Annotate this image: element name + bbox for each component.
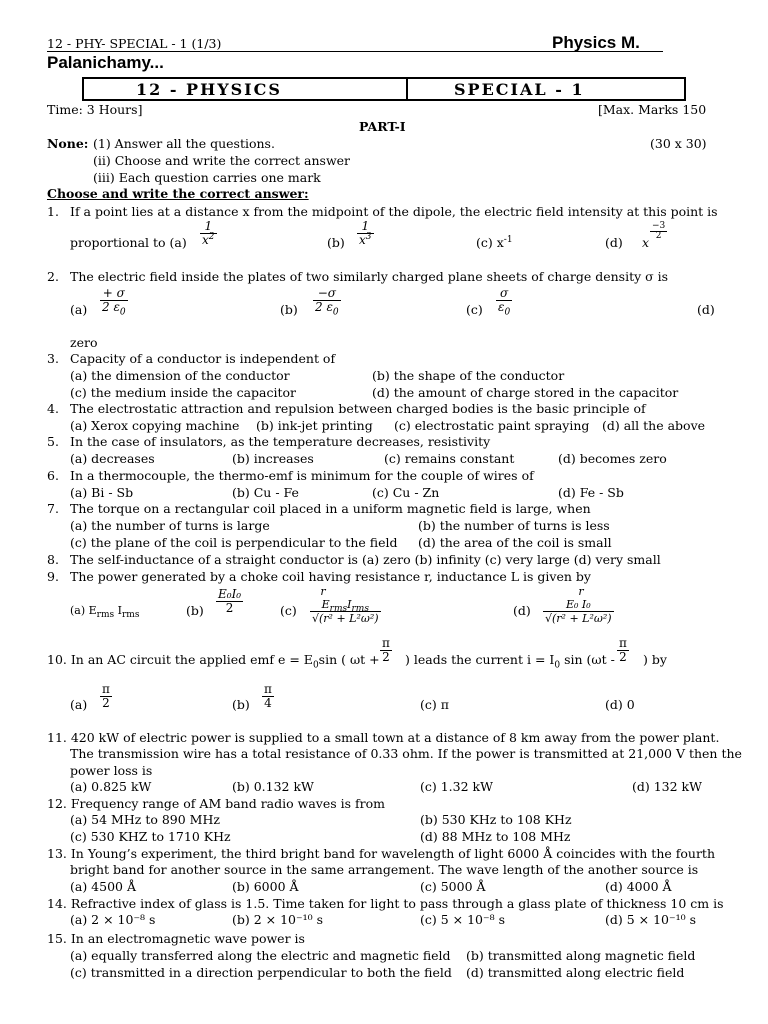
q6-option-b: (b) Cu - Fe: [232, 485, 299, 500]
q2-option-b-fraction: $\frac{-\sigma}{2 \varepsilon_0}$: [315, 286, 339, 318]
note-marks: (30 x 30): [650, 136, 707, 151]
q3-option-b: (b) the shape of the conductor: [372, 368, 565, 383]
q4-text: The electrostatic attraction and repulsion between charged bodies is the basic principle of: [70, 401, 646, 416]
q15-option-d: (d) transmitted along electric field: [466, 965, 685, 980]
q13-text-line-1: 13. In Young’s experiment, the third bright band for wavelength of light 6000 Å coincides with the fourth: [47, 846, 715, 861]
q9-option-d-label: (d): [513, 603, 531, 618]
q10-phase-fraction-2: $\frac{\pi}{2}$: [619, 636, 627, 664]
q3-text: Capacity of a conductor is independent of: [70, 351, 336, 366]
q1-option-b-fraction: $\frac{1}{x^3}$: [359, 219, 372, 247]
note-label: None:: [47, 136, 89, 151]
q9-number: 9.: [47, 569, 59, 584]
q1-stem: proportional to (a): [70, 235, 187, 250]
q9-option-c-fraction: r $E_{rms}I_{rms}$ √(r² + L²ω²): [312, 585, 379, 625]
q2-text: The electric field inside the plates of two similarly charged plane sheets of charge density σ is: [70, 269, 669, 284]
q4-option-b: (b) ink-jet printing: [256, 418, 373, 433]
header-rule: [47, 51, 663, 52]
q13-option-b: (b) 6000 Å: [232, 879, 299, 894]
q7-option-c: (c) the plane of the coil is perpendicular to the field: [70, 535, 398, 550]
q5-option-b: (b) increases: [232, 451, 314, 466]
q12-option-b: (b) 530 KHz to 108 KHz: [420, 812, 572, 827]
q1-option-d-exponent: $\frac{-3}{2}$: [652, 221, 666, 241]
q11-option-c: (c) 1.32 kW: [420, 779, 493, 794]
q13-option-c: (c) 5000 Å: [420, 879, 486, 894]
q4-option-c: (c) electrostatic paint spraying: [394, 418, 590, 433]
q15-option-c: (c) transmitted in a direction perpendicular to both the field: [70, 965, 452, 980]
q10-text: 10. In an AC circuit the applied emf $e = E_0\sin$ ( ωt +: [47, 652, 380, 671]
q7-text: The torque on a rectangular coil placed in a uniform magnetic field is large, when: [70, 501, 591, 516]
banner-subject: 12 - PHYSICS: [136, 80, 282, 99]
q10-option-a-label: (a): [70, 697, 88, 712]
q5-number: 5.: [47, 434, 59, 449]
q8-number: 8.: [47, 552, 59, 567]
q14-option-a: (a) 2 × 10⁻⁸ s: [70, 912, 156, 927]
q6-number: 6.: [47, 468, 59, 483]
q11-text-line-3: power loss is: [70, 763, 153, 778]
note-line-3: (iii) Each question carries one mark: [93, 170, 321, 185]
q2-option-d-label: (d): [697, 302, 715, 317]
q7-option-d: (d) the area of the coil is small: [418, 535, 612, 550]
q6-text: In a thermocouple, the thermo-emf is minimum for the couple of wires of: [70, 468, 534, 483]
q9-option-a: (a) $E_{rms}$ $I_{rms}$: [70, 604, 140, 621]
q14-option-b: (b) 2 × 10⁻¹⁰ s: [232, 912, 324, 927]
note-line-2: (ii) Choose and write the correct answer: [93, 153, 351, 168]
q13-option-d: (d) 4000 Å: [605, 879, 672, 894]
q14-option-d: (d) 5 × 10⁻¹⁰ s: [605, 912, 697, 927]
q11-option-b: (b) 0.132 kW: [232, 779, 314, 794]
q9-option-b-label: (b): [186, 603, 204, 618]
q10-option-b-label: (b): [232, 697, 250, 712]
q7-option-a: (a) the number of turns is large: [70, 518, 270, 533]
q9-text: The power generated by a choke coil having resistance r, inductance L is given by: [70, 569, 591, 584]
q10-phase-fraction-1: $\frac{\pi}{2}$: [382, 636, 390, 664]
q3-option-a: (a) the dimension of the conductor: [70, 368, 290, 383]
section-title: Choose and write the correct answer:: [47, 186, 309, 201]
q9-option-b-fraction: $\frac{\text{E₀I₀}}{2}$: [218, 587, 242, 615]
q2-number: 2.: [47, 269, 59, 284]
q9-option-c-label: (c): [280, 603, 297, 618]
author-name: Physics M.: [552, 33, 640, 52]
q3-number: 3.: [47, 351, 59, 366]
q1-option-d-label: (d): [605, 235, 623, 250]
q5-option-a: (a) decreases: [70, 451, 155, 466]
q15-option-a: (a) equally transferred along the electric and magnetic field: [70, 948, 451, 963]
q12-option-d: (d) 88 MHz to 108 MHz: [420, 829, 571, 844]
q2-option-a-fraction: $\frac{+ \sigma}{2 \varepsilon_0}$: [102, 286, 126, 318]
q14-text: 14. Refractive index of glass is 1.5. Time taken for light to pass through a glass plate of thickness 10 cm is: [47, 896, 724, 911]
q4-option-d: (d) all the above: [602, 418, 706, 433]
q10-option-a-fraction: $\frac{\pi}{2}$: [102, 682, 110, 710]
q8-text: The self-inductance of a straight conductor is (a) zero (b) infinity (c) very large (d) very small: [70, 552, 661, 567]
q6-option-c: (c) Cu - Zn: [372, 485, 440, 500]
q2-option-b-label: (b): [280, 302, 298, 317]
q11-text-line-1: 11. 420 kW of electric power is supplied to a small town at a distance of 8 km away from the power plant.: [47, 730, 720, 745]
title-banner: [82, 77, 686, 101]
q10-option-b-fraction: $\frac{\pi}{4}$: [264, 682, 272, 710]
banner-paper: SPECIAL - 1: [454, 80, 585, 99]
time-label: Time: 3 Hours]: [47, 102, 143, 117]
q12-option-a: (a) 54 MHz to 890 MHz: [70, 812, 220, 827]
q7-number: 7.: [47, 501, 59, 516]
q3-option-d: (d) the amount of charge stored in the capacitor: [372, 385, 679, 400]
q5-text: In the case of insulators, as the temperature decreases, resistivity: [70, 434, 491, 449]
q5-option-c: (c) remains constant: [384, 451, 515, 466]
q1-option-a-fraction: $\frac{1}{x^2}$: [202, 219, 215, 247]
q4-option-a: (a) Xerox copying machine: [70, 418, 240, 433]
q1-option-c: (c) $x^{-1}$: [476, 234, 513, 250]
q5-option-d: (d) becomes zero: [558, 451, 667, 466]
q12-option-c: (c) 530 KHZ to 1710 KHz: [70, 829, 231, 844]
max-marks: [Max. Marks 150: [598, 102, 707, 117]
q1-option-b-label: (b): [327, 235, 345, 250]
q2-option-d-text: zero: [70, 335, 98, 350]
q1-option-d-expr: x: [642, 235, 650, 250]
q12-text: 12. Frequency range of AM band radio waves is from: [47, 796, 385, 811]
q1-text: If a point lies at a distance x from the midpoint of the dipole, the electric field intensity at this point is: [70, 204, 718, 219]
q10-option-d: (d) 0: [605, 697, 635, 712]
q2-option-a-label: (a): [70, 302, 88, 317]
note-line-1: (1) Answer all the questions.: [93, 136, 275, 151]
q7-option-b: (b) the number of turns is less: [418, 518, 610, 533]
q14-option-c: (c) 5 × 10⁻⁸ s: [420, 912, 506, 927]
q11-text-line-2: The transmission wire has a total resistance of 0.33 ohm. If the power is transmitted at 21,000 V then the: [70, 746, 742, 761]
part-heading: PART-I: [359, 119, 406, 134]
paper-code: 12 - PHY- SPECIAL - 1 (1/3): [47, 36, 222, 51]
q6-option-a: (a) Bi - Sb: [70, 485, 134, 500]
banner-divider: [406, 79, 408, 99]
q10-text-mid: ) leads the current $i = I_0$ sin (ωt -: [405, 652, 615, 671]
q10-text-end: ) by: [643, 652, 667, 667]
q10-option-c: (c) π: [420, 697, 449, 712]
q3-option-c: (c) the medium inside the capacitor: [70, 385, 297, 400]
q2-option-c-fraction: $\frac{\sigma}{\varepsilon_0}$: [498, 286, 511, 318]
q1-number: 1.: [47, 204, 59, 219]
q15-text: 15. In an electromagnetic wave power is: [47, 931, 305, 946]
author-name-cont: Palanichamy...: [47, 53, 164, 72]
q13-text-line-2: bright band for another source in the same arrangement. The wave length of the another source is: [70, 862, 699, 877]
q15-option-b: (b) transmitted along magnetic field: [466, 948, 696, 963]
q6-option-d: (d) Fe - Sb: [558, 485, 624, 500]
q9-option-d-fraction: r E₀ I₀ √(r² + L²ω²): [545, 585, 612, 625]
q4-number: 4.: [47, 401, 59, 416]
q2-option-c-label: (c): [466, 302, 483, 317]
q11-option-a: (a) 0.825 kW: [70, 779, 152, 794]
q11-option-d: (d) 132 kW: [632, 779, 702, 794]
q13-option-a: (a) 4500 Å: [70, 879, 136, 894]
